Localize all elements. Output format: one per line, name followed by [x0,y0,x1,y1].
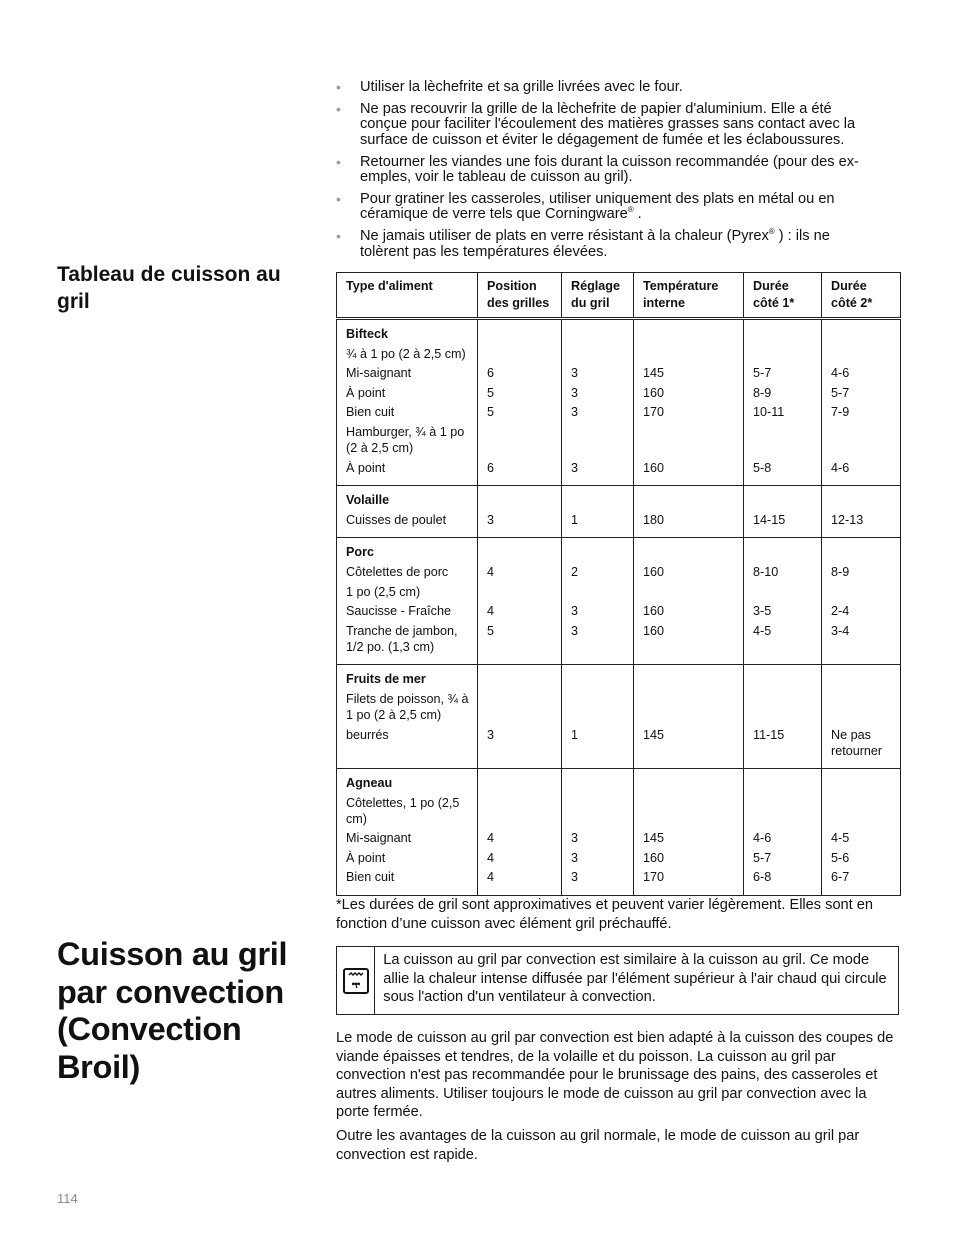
cell-line [571,691,627,723]
food-category: Fruits de mer [346,672,426,687]
cell-line: 1 [571,727,579,742]
cell-line: 4-5 [831,831,850,846]
cell-line: 4 [487,870,495,885]
cell-line [487,671,555,687]
cell-line: Bien cuit [346,405,395,420]
broil-table [336,272,901,896]
list-item [336,102,901,148]
info-box-icon-cell [337,947,375,1014]
page-number: 114 [57,1191,78,1206]
table-cell [744,319,822,486]
cell-line [831,691,894,723]
cell-line: 4-6 [831,460,850,475]
table-cell [478,486,562,538]
cell-line: À point [346,850,386,865]
cell-line: 4-6 [753,831,772,846]
table-cell [562,486,634,538]
cell-line: 145 [643,727,665,742]
cell-line: 8-9 [831,564,850,579]
cell-line [753,671,815,687]
cell-line: 170 [643,405,665,420]
bullet-glyph: • [336,190,341,207]
cell-line: 4 [487,604,495,619]
table-cell [744,665,822,769]
table-footnote: *Les durées de gril sont approximatives et peuvent varier légèrement. Elles sont en fonction d’une cuisson avec élément gril préchauffé. [336,897,874,932]
list-item [336,155,901,186]
cell-line [643,544,737,560]
cell-line: 5-7 [753,366,772,381]
cell-line [753,346,815,362]
cell-line: 145 [643,366,665,381]
bullet-glyph: • [336,153,341,170]
cell-line: 5-7 [753,850,772,865]
table-cell [478,769,562,896]
table-cell [634,665,744,769]
cell-line [571,795,627,827]
cell-line [831,346,894,362]
cell-line: Hamburger, ¾ à 1 po (2 à 2,5 cm) [346,424,465,455]
cell-line: 3 [571,405,579,420]
table-cell [478,538,562,665]
cell-line [831,584,894,600]
cell-line: 4-6 [831,366,850,381]
list-item-line: Retourner les viandes une fois durant la cuisson recommandée (pour des ex- [360,153,859,170]
bullet-glyph: • [336,100,341,117]
list-item-continuation-text: céramique de verre tels que Corningware [360,206,628,223]
list-item-text [360,79,683,95]
bullet-glyph: • [336,79,341,95]
cell-line [571,584,627,600]
info-box-text: La cuisson au gril par convection est similaire à la cuisson au gril. Ce mode allie la chaleur intense diffusée par l'élément supérieur à l'air chaud qui circule sous l'action d'un ventilateur à convection. [383,952,887,1005]
cell-line: 3 [487,512,495,527]
table-cell [822,538,901,665]
table-cell [744,538,822,665]
cell-line: Saucisse - Fraîche [346,604,451,619]
cell-line: Ne pas retourner [831,727,883,758]
cell-line [753,492,815,508]
table-cell [634,319,744,486]
list-item-continuation [360,245,901,260]
cell-line [571,492,627,508]
cell-line: 3 [571,850,579,865]
column-header: Durée côté 1* [744,273,822,319]
cell-line [643,775,737,791]
cell-line [571,775,627,791]
column-header: Position des grilles [478,273,562,319]
cell-line [487,544,555,560]
cell-line: 6 [487,366,495,381]
list-item [336,192,901,223]
table-cell [337,665,478,769]
cell-line: Tranche de jambon, 1/2 po. (1,3 cm) [346,623,458,654]
food-category: Agneau [346,776,393,791]
food-category: Volaille [346,493,390,508]
list-item-continuation [360,207,901,222]
page-heading: Cuisson au gril par convection (Convection Broil) [57,936,288,1085]
cell-line: 3-5 [753,604,772,619]
cell-line: 5-7 [831,385,850,400]
list-item-text [360,154,859,170]
cell-line [753,795,815,827]
cell-line: 3 [571,870,579,885]
table-cell [634,769,744,896]
table-cell [822,769,901,896]
list-item-text [360,101,832,117]
cell-line: Filets de poisson, ¾ à 1 po (2 à 2,5 cm) [346,691,469,722]
table-cell [562,769,634,896]
cell-line: 5 [487,405,495,420]
cell-line: beurrés [346,727,389,742]
table-cell [478,319,562,486]
cell-line: 5-8 [753,460,772,475]
cell-line: 160 [643,850,665,865]
cell-line: Côtelettes de porc [346,564,449,579]
column-header: Température interne [634,273,744,319]
info-box [336,946,899,1015]
paragraph-2: Outre les avantages de la cuisson au gril normale, le mode de cuisson au gril par convection est rapide. [336,1128,860,1163]
list-item-line: Ne pas recouvrir la grille de la lèchefrite de papier d'aluminium. Elle a été [360,100,832,117]
cell-line [643,691,737,723]
cell-line [487,326,555,342]
cell-line [571,424,627,456]
cell-line: 6 [487,460,495,475]
cell-line [487,795,555,827]
registered-mark: ® [627,205,634,215]
cell-line: 160 [643,460,665,475]
cell-line: 160 [643,604,665,619]
column-header: Réglage du gril [562,273,634,319]
table-cell [562,319,634,486]
cell-line: 3 [571,366,579,381]
cell-line: 3 [571,385,579,400]
cell-line: 1 [571,512,579,527]
table-cell [337,486,478,538]
cell-line [831,671,894,687]
cell-line [831,795,894,827]
cell-line [571,544,627,560]
table-cell [634,486,744,538]
table-row [337,665,901,769]
cell-line: 6-7 [831,870,850,885]
cell-line: 5-6 [831,850,850,865]
table-header-row [337,273,901,319]
cell-line: 2-4 [831,604,850,619]
cell-line: 3-4 [831,623,850,638]
table-cell [478,665,562,769]
cell-line: 10-11 [753,405,785,420]
cell-line [753,775,815,791]
table-cell [634,538,744,665]
cell-line: 4 [487,564,495,579]
table-cell [744,486,822,538]
cell-line [643,671,737,687]
cell-line: 6-8 [753,870,772,885]
cell-line [753,326,815,342]
cell-line: 170 [643,870,665,885]
registered-mark: ® [768,227,775,237]
section-title: Tableau de cuisson au gril [57,263,281,313]
table-cell [822,319,901,486]
bullet-glyph: • [336,228,341,245]
cell-line: ¾ à 1 po (2 à 2,5 cm) [346,346,466,361]
food-category: Bifteck [346,327,388,341]
cell-line [571,326,627,342]
cell-line: 8-9 [753,385,772,400]
table-cell [337,769,478,896]
column-header: Durée côté 2* [822,273,901,319]
cell-line [831,775,894,791]
cell-line [487,346,555,362]
list-item-continuation-text: tolèrent pas les températures élevées. [360,243,608,260]
cell-line [487,492,555,508]
cell-line: 11-15 [753,727,785,742]
cell-line: 7-9 [831,405,850,420]
food-category: Porc [346,545,374,560]
cell-line: 145 [643,831,665,846]
cell-line: Bien cuit [346,870,395,885]
cell-line [831,544,894,560]
table-cell [562,665,634,769]
cell-line [831,492,894,508]
cell-line [831,326,894,342]
cell-line [753,424,815,456]
cell-line [643,326,737,342]
cell-line: 4 [487,831,495,846]
cell-line: 8-10 [753,564,779,579]
cell-line: 5 [487,623,495,638]
cell-line: 160 [643,385,665,400]
table-cell [337,319,478,486]
table-cell [822,486,901,538]
cell-line: À point [346,460,386,475]
cell-line [643,584,737,600]
cell-line: Mi-saignant [346,831,412,846]
list-item-continuation-text: conçue pour faciliter l'écoulement des matières grasses sans contact avec la [360,116,856,133]
cell-line [487,691,555,723]
list-item-text [360,228,830,244]
cell-line: 3 [571,604,579,619]
list-item-tail: ) : ils ne [774,228,830,245]
cell-line: Mi-saignant [346,366,412,381]
list-item-text [360,191,835,207]
cell-line [487,775,555,791]
list-item-line: Ne jamais utiliser de plats en verre résistant à la chaleur (Pyrex [360,228,769,245]
list-item-line: Pour gratiner les casseroles, utiliser uniquement des plats en métal ou en [360,190,835,207]
cell-line: 160 [643,623,665,638]
instruction-list [336,80,901,267]
convection-broil-icon [343,968,369,994]
table-row [337,319,901,486]
cell-line: 3 [571,460,579,475]
list-item-continuation-text: surface de cuisson et éviter le dégagement de fumée et les éclaboussures. [360,131,845,148]
cell-line [643,424,737,456]
cell-line [487,584,555,600]
cell-line: 160 [643,564,665,579]
list-item-line: Utiliser la lèchefrite et sa grille livrées avec le four. [360,79,683,95]
cell-line: Côtelettes, 1 po (2,5 cm) [346,795,460,826]
cell-line: Cuisses de poulet [346,512,447,527]
cell-line: 3 [571,623,579,638]
cell-line: 180 [643,512,665,527]
column-header: Type d'aliment [337,273,478,319]
paragraph-1: Le mode de cuisson au gril par convection est bien adapté à la cuisson des coupes de viande épaisses et tendres, de la volaille et du poisson. La cuisson au gril par convection n'est pas recommandée pour le brunissage des pains, des casseroles et autres aliments. Utiliser toujours le mode de cuisson au gril par convection avec la porte fermée. [336,1030,894,1120]
table-cell [822,665,901,769]
list-item-continuation [360,133,901,148]
table-row [337,769,901,896]
list-item-continuation [360,170,901,185]
cell-line: 4-5 [753,623,772,638]
cell-line: 5 [487,385,495,400]
table-row [337,538,901,665]
cell-line: À point [346,385,386,400]
cell-line [753,544,815,560]
cell-line [831,424,894,456]
cell-line [753,584,815,600]
list-item [336,80,901,95]
table-cell [744,769,822,896]
cell-line [571,346,627,362]
list-item [336,229,901,260]
cell-line: 3 [571,831,579,846]
cell-line: 12-13 [831,512,864,527]
cell-line [487,424,555,456]
list-item-continuation [360,117,901,132]
table-cell [562,538,634,665]
table-row [337,486,901,538]
cell-line: 3 [487,727,495,742]
cell-line [643,346,737,362]
cell-line: 1 po (2,5 cm) [346,584,421,599]
cell-line: 2 [571,564,579,579]
cell-line [643,795,737,827]
cell-line: 14-15 [753,512,786,527]
list-item-continuation-text: emples, voir le tableau de cuisson au gril). [360,169,633,186]
cell-line [753,691,815,723]
cell-line [643,492,737,508]
table-cell [337,538,478,665]
cell-line: 4 [487,850,495,865]
cell-line [571,671,627,687]
list-item-tail: . [633,206,642,223]
